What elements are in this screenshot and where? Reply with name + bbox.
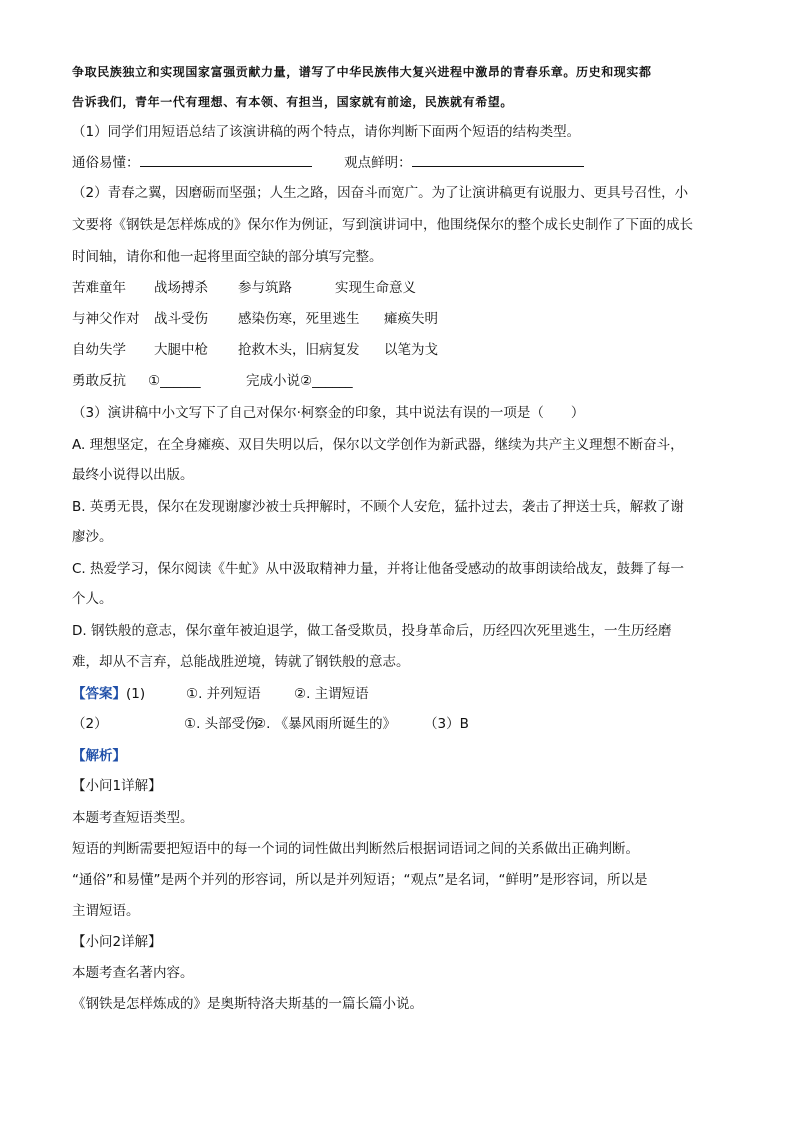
timeline-blank-2[interactable]: 完成小说②______	[246, 373, 353, 389]
analysis-sub2: 【小问2详解】	[72, 934, 162, 950]
analysis-p1: 本题考查短语类型。	[72, 810, 194, 826]
analysis-p3b: 主谓短语。	[72, 903, 140, 919]
option-d-line-1: D. 钢铁般的意志，保尔童年被迫退学，做工备受欺员，投身革命后，历经四次死里逃生，一生历经磨	[72, 623, 672, 639]
timeline-cell: 战斗受伤	[154, 311, 208, 327]
answer-r2-prefix: （2）	[72, 716, 108, 732]
timeline-cell: 勇敢反抗	[72, 373, 126, 389]
intro-line-1: 争取民族独立和实现国家富强贡献力量，谱写了中华民族伟大复兴进程中激昂的青春乐章。历史和现实都	[72, 65, 652, 79]
option-a-line-1: A. 理想坚定，在全身瘫痪、双目失明以后，保尔以文学创作为新武器，继续为共产主义理想不断奋斗，	[72, 437, 684, 453]
answer-r1-a: ①. 并列短语	[186, 686, 261, 702]
option-c-line-1: C. 热爱学习，保尔阅读《牛虻》从中汲取精神力量，并将让他备受感动的故事朗读给战友，鼓舞了每一	[72, 561, 685, 577]
q1-label-b: 观点鲜明：	[344, 155, 412, 171]
option-d-line-2: 难，却从不言弃，总能战胜逆境，铸就了钢铁般的意志。	[72, 654, 410, 670]
answer-r2-c: （3）B	[424, 716, 469, 732]
timeline-cell: 抢救木头，旧病复发	[238, 342, 360, 358]
answer-r1-prefix: (1)	[126, 686, 146, 702]
answer-row-2	[72, 714, 469, 734]
timeline-blank-1[interactable]: ①______	[148, 373, 201, 389]
timeline-cell: 瘫痪失明	[384, 311, 438, 327]
timeline-cell: 感染伤寒，死里逃生	[238, 311, 360, 327]
q1-blank-a[interactable]	[140, 152, 312, 167]
analysis-p2: 短语的判断需要把短语中的每一个词的词性做出判断然后根据词语词之间的关系做出正确判断。	[72, 841, 639, 857]
timeline-row	[72, 340, 438, 360]
analysis-sub1: 【小问1详解】	[72, 778, 162, 794]
timeline-cell: 大腿中枪	[154, 342, 208, 358]
answer-label: 【答案】	[72, 686, 126, 702]
timeline-cell: 以笔为戈	[384, 342, 438, 358]
q2-line-2: 文要将《钢铁是怎样炼成的》保尔作为例证，写到演讲词中，他围绕保尔的整个成长史制作了下面的成长	[72, 217, 693, 233]
timeline-cell: 实现生命意义	[335, 280, 416, 296]
answer-r1-b: ②. 主谓短语	[294, 686, 369, 702]
option-c-line-2: 个人。	[72, 591, 113, 607]
option-a-line-2: 最终小说得以出版。	[72, 467, 194, 483]
q2-line-3: 时间轴，请你和他一起将里面空缺的部分填写完整。	[72, 249, 383, 265]
timeline-cell: 苦难童年	[72, 280, 126, 296]
timeline-cell: 参与筑路	[238, 280, 292, 296]
option-b-line-2: 廖沙。	[72, 529, 113, 545]
timeline-row	[72, 278, 416, 298]
q1-label-a: 通俗易懂：	[72, 155, 140, 171]
analysis-p3a: “通俗”和易懂”是两个并列的形容词，所以是并列短语；“观点”是名词，“鲜明”是形容词，所以是	[72, 872, 648, 888]
timeline-cell: 战场搏杀	[154, 280, 208, 296]
analysis-p4: 本题考查名著内容。	[72, 965, 194, 981]
intro-line-2: 告诉我们，青年一代有理想、有本领、有担当，国家就有前途，民族就有希望。	[72, 95, 514, 109]
q3-stem: （3）演讲稿中小文写下了自己对保尔·柯察金的印象，其中说法有误的一项是（ ）	[72, 405, 585, 421]
timeline-cell: 自幼失学	[72, 342, 126, 358]
analysis-p5: 《钢铁是怎样炼成的》是奥斯特洛夫斯基的一篇长篇小说。	[72, 996, 423, 1012]
timeline-row	[72, 371, 353, 391]
analysis-label: 【解析】	[72, 748, 126, 764]
timeline-row	[72, 309, 438, 329]
timeline-cell: 与神父作对	[72, 311, 140, 327]
q1-text: （1）同学们用短语总结了该演讲稿的两个特点，请你判断下面两个短语的结构类型。	[72, 124, 581, 140]
answer-r2-a: ①. 头部受伤	[184, 716, 259, 732]
answer-r2-b: ②. 《暴风雨所诞生的》	[254, 716, 397, 732]
q2-line-1: （2）青春之翼，因磨砺而坚强；人生之路，因奋斗而宽广。为了让演讲稿更有说服力、更具号召性，小	[72, 185, 689, 201]
answer-row-1	[72, 684, 369, 704]
q1-blank-b[interactable]	[412, 152, 584, 167]
q1-answer-row	[72, 152, 584, 173]
option-b-line-1: B. 英勇无畏，保尔在发现谢廖沙被士兵押解时，不顾个人安危，猛扑过去，袭击了押送士兵，解救了谢	[72, 499, 684, 515]
